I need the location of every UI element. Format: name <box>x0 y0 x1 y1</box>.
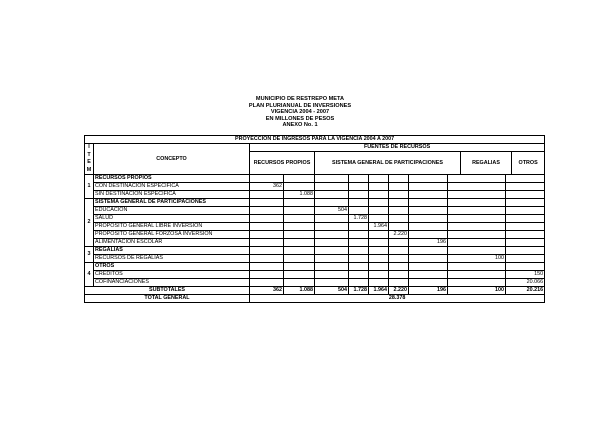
table-row <box>85 231 545 239</box>
value-cell <box>448 215 506 223</box>
value-cell: 196 <box>409 239 448 247</box>
concept-label: PROPOSITO GENERAL FORZOSA INVERSION <box>94 231 250 239</box>
value-cell <box>389 223 409 231</box>
value-cell <box>250 223 284 231</box>
concept-label: COFINANCIACIONES <box>94 279 250 287</box>
value-cell <box>369 231 389 239</box>
item-number: 2 <box>85 199 94 247</box>
value-cell <box>506 255 545 263</box>
value-cell <box>284 239 315 247</box>
value-cell <box>349 271 369 279</box>
value-cell <box>448 279 506 287</box>
item-number: 1 <box>85 175 94 199</box>
subtotal-value: 1.728 <box>349 287 369 295</box>
value-cell <box>389 207 409 215</box>
section-heading: REGALIAS <box>94 247 250 255</box>
value-cell <box>409 183 448 191</box>
value-cell <box>389 183 409 191</box>
value-cell <box>349 279 369 287</box>
value-cell <box>506 183 545 191</box>
concept-label: ALIMENTACION ESCOLAR <box>94 239 250 247</box>
value-cell <box>349 239 369 247</box>
empty-cell <box>250 247 284 255</box>
value-cell <box>250 279 284 287</box>
concepto-header: CONCEPTO <box>94 144 250 175</box>
subtotal-value: 1.964 <box>369 287 389 295</box>
value-cell <box>409 255 448 263</box>
section-heading-row <box>85 247 545 255</box>
empty-cell <box>369 247 389 255</box>
value-cell <box>284 183 315 191</box>
item-number: 4 <box>85 263 94 287</box>
concept-label: CON DESTINACION ESPECIFICA <box>94 183 250 191</box>
value-cell <box>284 231 315 239</box>
value-cell <box>315 279 349 287</box>
regalias-header: REGALIAS <box>461 152 512 175</box>
income-projection-table <box>84 135 545 303</box>
value-cell <box>448 183 506 191</box>
value-cell <box>448 223 506 231</box>
value-cell <box>284 279 315 287</box>
table-title: PROYECCION DE INGRESOS PARA LA VIGENCIA 2004 A 2007 <box>85 136 545 144</box>
empty-cell <box>315 247 349 255</box>
value-cell <box>389 255 409 263</box>
value-cell <box>250 215 284 223</box>
value-cell <box>409 279 448 287</box>
value-cell <box>389 239 409 247</box>
item-number: 3 <box>85 247 94 263</box>
value-cell <box>369 239 389 247</box>
sgp-header: SISTEMA GENERAL DE PARTICIPACIONES <box>315 152 461 175</box>
empty-cell <box>389 199 409 207</box>
concept-label: PROPOSITO GENERAL LIBRE INVERSION <box>94 223 250 231</box>
value-cell <box>448 239 506 247</box>
value-cell: 1.728 <box>349 215 369 223</box>
concept-label: RECURSOS DE REGALIAS <box>94 255 250 263</box>
empty-cell <box>284 247 315 255</box>
value-cell <box>315 223 349 231</box>
subtotal-value: 362 <box>250 287 284 295</box>
value-cell <box>409 207 448 215</box>
empty-cell <box>250 175 284 183</box>
document-header <box>0 96 600 129</box>
value-cell <box>506 191 545 199</box>
empty-cell <box>506 247 545 255</box>
value-cell <box>250 207 284 215</box>
empty-cell <box>284 175 315 183</box>
empty-cell <box>448 263 506 271</box>
value-cell: 504 <box>315 207 349 215</box>
value-cell <box>315 271 349 279</box>
empty-cell <box>409 247 448 255</box>
empty-cell <box>284 199 315 207</box>
value-cell <box>284 223 315 231</box>
empty-cell <box>315 263 349 271</box>
empty-cell <box>409 263 448 271</box>
empty-cell <box>389 175 409 183</box>
otros-header: OTROS <box>512 152 545 175</box>
empty-cell <box>250 263 284 271</box>
value-cell: 20.066 <box>506 279 545 287</box>
value-cell <box>250 191 284 199</box>
value-cell <box>250 271 284 279</box>
value-cell <box>315 215 349 223</box>
value-cell: 1.964 <box>369 223 389 231</box>
value-cell <box>389 271 409 279</box>
empty-cell <box>448 199 506 207</box>
value-cell <box>315 239 349 247</box>
empty-cell <box>409 175 448 183</box>
section-heading: SISTEMA GENERAL DE PARTICIPACIONES <box>94 199 250 207</box>
value-cell <box>349 191 369 199</box>
total-label: TOTAL GENERAL <box>85 295 250 303</box>
empty-cell <box>315 199 349 207</box>
value-cell <box>369 255 389 263</box>
concept-label: SIN DESTINACION ESPECIFICA <box>94 191 250 199</box>
subtotal-value: 196 <box>409 287 448 295</box>
value-cell: 150 <box>506 271 545 279</box>
value-cell <box>448 231 506 239</box>
value-cell <box>349 183 369 191</box>
empty-cell <box>369 263 389 271</box>
value-cell <box>284 255 315 263</box>
value-cell <box>250 239 284 247</box>
value-cell <box>506 231 545 239</box>
value-cell <box>315 255 349 263</box>
empty-cell <box>349 199 369 207</box>
value-cell <box>369 279 389 287</box>
value-cell <box>389 215 409 223</box>
value-cell <box>315 191 349 199</box>
empty-cell <box>250 199 284 207</box>
municipality-title: MUNICIPIO DE RESTREPO META <box>255 96 345 102</box>
value-cell <box>250 255 284 263</box>
units-title: EN MILLONES DE PESOS <box>265 115 335 122</box>
table-row <box>85 223 545 231</box>
value-cell <box>448 271 506 279</box>
empty-cell <box>448 175 506 183</box>
value-cell <box>250 231 284 239</box>
concept-label: CREDITOS <box>94 271 250 279</box>
value-cell <box>506 207 545 215</box>
section-heading: RECURSOS PROPIOS <box>94 175 250 183</box>
value-cell <box>506 239 545 247</box>
empty-cell <box>369 175 389 183</box>
item-header: I T E M <box>85 144 94 175</box>
value-cell <box>409 231 448 239</box>
value-cell <box>315 231 349 239</box>
value-cell <box>369 215 389 223</box>
subtotal-value: 100 <box>448 287 506 295</box>
value-cell <box>315 183 349 191</box>
value-cell <box>409 223 448 231</box>
table-row <box>85 191 545 199</box>
subtotal-value: 20.216 <box>506 287 545 295</box>
value-cell: 1.088 <box>284 191 315 199</box>
value-cell <box>349 223 369 231</box>
table-row <box>85 279 545 287</box>
table-row <box>85 215 545 223</box>
empty-cell <box>506 175 545 183</box>
annex-title: ANEXO No. 1 <box>282 122 318 129</box>
empty-cell <box>389 247 409 255</box>
validity-title: VIGENCIA 2004 - 2007 <box>270 109 330 116</box>
value-cell <box>349 255 369 263</box>
table-row <box>85 239 545 247</box>
empty-cell <box>369 199 389 207</box>
total-row <box>85 295 545 303</box>
value-cell <box>284 207 315 215</box>
empty-cell <box>506 199 545 207</box>
value-cell <box>349 231 369 239</box>
value-cell <box>409 191 448 199</box>
subtotals-label: SUBTOTALES <box>85 287 250 295</box>
value-cell <box>389 191 409 199</box>
value-cell <box>284 271 315 279</box>
value-cell <box>369 183 389 191</box>
empty-cell <box>389 263 409 271</box>
value-cell <box>369 207 389 215</box>
subtotal-value: 2.220 <box>389 287 409 295</box>
value-cell: 362 <box>250 183 284 191</box>
value-cell: 2.220 <box>389 231 409 239</box>
table-row <box>85 255 545 263</box>
section-heading-row <box>85 199 545 207</box>
value-cell: 100 <box>448 255 506 263</box>
empty-cell <box>315 175 349 183</box>
empty-cell <box>506 263 545 271</box>
value-cell <box>349 207 369 215</box>
value-cell <box>448 207 506 215</box>
value-cell <box>409 215 448 223</box>
value-cell <box>369 271 389 279</box>
total-value: 28.378 <box>250 295 545 303</box>
subtotal-value: 1.088 <box>284 287 315 295</box>
empty-cell <box>284 263 315 271</box>
concept-label: EDUCACION <box>94 207 250 215</box>
table-row <box>85 207 545 215</box>
section-heading-row <box>85 175 545 183</box>
plan-title: PLAN PLURIANUAL DE INVERSIONES <box>248 102 352 109</box>
subtotal-value: 504 <box>315 287 349 295</box>
empty-cell <box>409 199 448 207</box>
subtotals-row <box>85 287 545 295</box>
value-cell <box>409 271 448 279</box>
concept-label: SALUD <box>94 215 250 223</box>
value-cell <box>448 191 506 199</box>
section-heading: OTROS <box>94 263 250 271</box>
value-cell <box>389 279 409 287</box>
value-cell <box>506 223 545 231</box>
empty-cell <box>349 175 369 183</box>
empty-cell <box>349 263 369 271</box>
value-cell <box>506 215 545 223</box>
empty-cell <box>349 247 369 255</box>
section-heading-row <box>85 263 545 271</box>
value-cell <box>369 191 389 199</box>
table-row <box>85 183 545 191</box>
recursos-propios-header: RECURSOS PROPIOS <box>250 152 315 175</box>
table-row <box>85 271 545 279</box>
value-cell <box>284 215 315 223</box>
empty-cell <box>448 247 506 255</box>
fuentes-header: FUENTES DE RECURSOS <box>250 144 545 152</box>
